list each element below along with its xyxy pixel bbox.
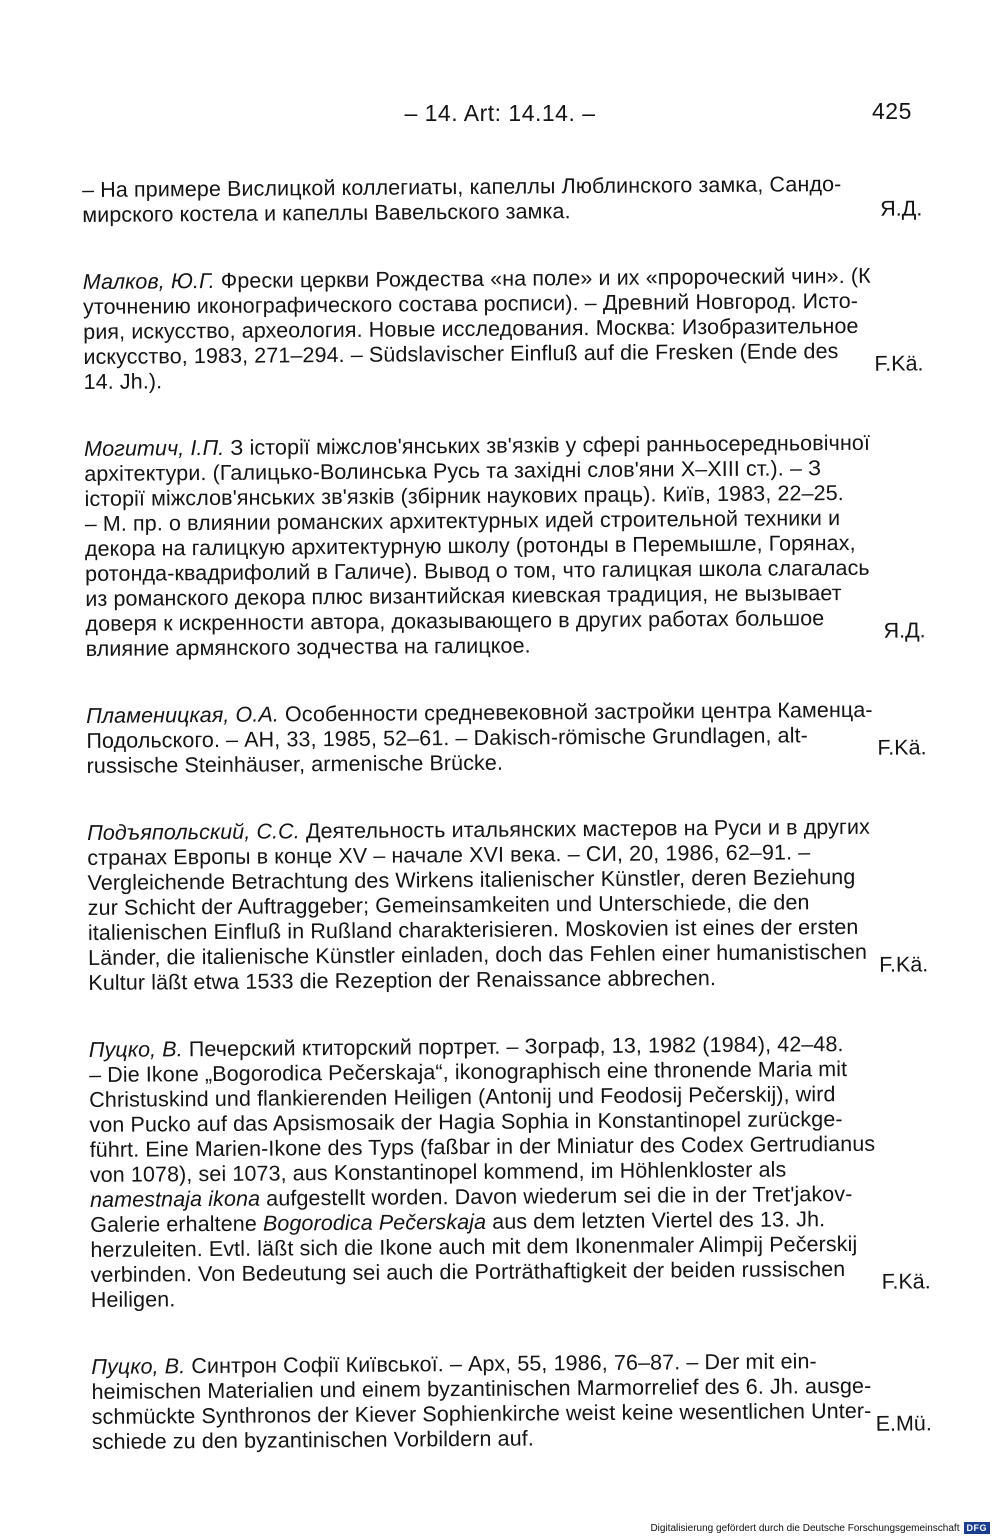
author-name: Малков, Ю.Г.: [82, 268, 215, 294]
entry-line: führt. Eine Marien-Ikone des Typs (faßbar in der Miniatur des Codex Gertrudianus: [89, 1131, 876, 1162]
reviewer-signature: F.Kä.: [877, 735, 927, 760]
author-name: Могитич, І.П.: [84, 435, 225, 461]
entry-line: Подъяпольский, С.С. Деятельность итальянских мастеров на Руси и в других: [87, 814, 870, 845]
author-name: Пламеницкая, О.А.: [86, 702, 280, 728]
reviewer-signature: F.Kä.: [881, 1269, 931, 1294]
reviewer-signature: E.Mü.: [875, 1411, 932, 1436]
italic-term: namestnaja ikona: [89, 1186, 261, 1212]
entry-line: herzuleiten. Evtl. läßt sich die Ikone auch mit dem Ikonenmaler Alimpij Pečerskij: [90, 1231, 858, 1262]
digitization-credit: [650, 1522, 990, 1534]
reviewer-signature: F.Kä.: [879, 952, 929, 977]
entry-line: schmückte Synthronos der Kiever Sophienkirche weist keine wesentlichen Unter-: [91, 1398, 872, 1429]
italic-term: Bogorodica Pečerskaja: [262, 1209, 487, 1236]
entry-line: – Die Ikone „Bogorodica Pečerskaja“, ikonographisch eine thronende Maria mit: [88, 1057, 848, 1087]
entry-line: von Pucko auf das Apsismosaik der Hagia Sophia in Konstantinopel zurückge-: [89, 1107, 843, 1137]
author-name: Пуцко, В.: [88, 1037, 183, 1062]
entry-line: рия, искусство, археология. Новые исследования. Москва: Изобразительное: [83, 313, 859, 344]
entry-line: heimischen Materialien und einem byzantinischen Marmorrelief des 6. Jh. ausge-: [91, 1373, 872, 1404]
entry-line: декора на галицкую архитектурную школу (ротонды в Перемышле, Горянах,: [84, 530, 856, 561]
entry-line: zur Schicht der Auftraggeber; Gemeinsamkeiten und Unterschiede, die den: [87, 890, 810, 920]
entry-line: из романского декора плюс византийская киевская традиция, не вызывает: [85, 581, 842, 611]
dfg-logo: DFG: [964, 1522, 991, 1534]
entry-line: – На примере Вислицкой коллегиаты, капеллы Люблинского замка, Сандо-: [82, 172, 842, 202]
entry-line: Могитич, І.П. З історії міжслов'янських зв'язків у сфері ранньосередньовічної: [84, 430, 871, 461]
entry-line: архітектури. (Галицько-Волинська Русь та західні слов'яни Х–ХIII ст.). – З: [84, 456, 822, 486]
bibliography-entry: [87, 814, 928, 996]
entry-line: schiede zu den byzantinischen Vorbildern auf.: [91, 1426, 534, 1454]
entry-line: Подольского. – АН, 33, 1985, 52–61. – Dakisch-römische Grundlagen, alt-: [86, 723, 808, 753]
reviewer-signature: F.Kä.: [874, 351, 924, 376]
bibliography-entry: [83, 263, 924, 395]
entry-line: Пуцко, В. Печерский ктиторский портрет. – Зограф, 13, 1982 (1984), 42–48.: [88, 1032, 844, 1062]
entry-line: Länder, die italienische Künstler einladen, doch das Fehlen einer humanistischen: [88, 939, 868, 970]
entry-line: italienischen Einfluß in Rußland charakterisieren. Moskovien ist eines der ersten: [87, 914, 859, 945]
reviewer-signature: Я.Д.: [883, 618, 926, 643]
bibliography-entry: [89, 1031, 931, 1313]
digitization-credit-text: Digitalisierung gefördert durch die Deutsche Forschungsgemeinschaft: [650, 1522, 960, 1534]
entry-line: історії міжслов'янських зв'язків (збірник наукових праць). Київ, 1983, 22–25.: [84, 481, 844, 511]
entry-line: – М. пр. о влиянии романских архитектурных идей строительной техники и: [84, 506, 841, 536]
bibliography-entry: [84, 430, 926, 662]
entry-line: мирского костела и капеллы Вавельского замка.: [82, 199, 571, 227]
page-number: 425: [872, 98, 912, 124]
reviewer-signature: Я.Д.: [880, 196, 923, 221]
entry-line: von 1078), sei 1073, aus Konstantinopel kommend, im Höhlenkloster als: [89, 1157, 787, 1187]
entry-line: 14. Jh.).: [83, 369, 163, 394]
running-head: – 14. Art: 14.14. –: [404, 100, 596, 126]
entry-line: уточнению иконографического состава росписи). – Древний Новгород. Исто-: [82, 288, 859, 319]
entry-line: влияние армянского зодчества на галицкое.: [85, 633, 531, 661]
entry-line: Пламеницкая, О.А. Особенности средневековной застройки центра Каменца-: [86, 697, 873, 728]
entry-line: Heiligen.: [90, 1287, 176, 1312]
entry-line: Galerie erhaltene Bogorodica Pečerskaja aus dem letzten Viertel des 13. Jh.: [90, 1207, 826, 1237]
entry-line: Christuskind und flankierenden Heiligen (Antonij und Feodosij Pečerskij), wird: [89, 1082, 836, 1112]
entry-line: искусство, 1983, 271–294. – Südslavischer Einfluß auf die Fresken (Ende des: [83, 339, 839, 369]
author-name: Подъяпольский, С.С.: [87, 819, 300, 845]
bibliography-entry: [91, 1348, 932, 1455]
entry-line: Малков, Ю.Г. Фрески церкви Рождества «на поле» и их «пророческий чин». (К: [82, 263, 871, 294]
entry-line: доверя к искренности автора, доказывающего в других работах большое: [85, 606, 825, 636]
entry-line: Пуцко, В. Синтрон Софії Київської. – Арх, 55, 1986, 76–87. – Der mit ein-: [91, 1349, 817, 1379]
entry-line: Kultur läßt etwa 1533 die Rezeption der Renaissance abbrechen.: [88, 966, 717, 995]
author-name: Пуцко, В.: [91, 1354, 186, 1379]
entry-line: странах Европы в конце XV – начале XVI века. – СИ, 20, 1986, 62–91. –: [87, 840, 811, 870]
bibliography-entries: [82, 171, 932, 1497]
entry-line: ротонда-квадрифолий в Галиче). Вывод о том, что галицкая школа слагалась: [85, 555, 870, 586]
bibliography-entry: [86, 697, 927, 779]
entry-line: russische Steinhäuser, armenische Brücke.: [86, 750, 504, 778]
entry-line: Vergleichende Betrachtung des Wirkens italienischer Künstler, deren Beziehung: [87, 864, 856, 895]
entry-line: namestnaja ikona aufgestellt worden. Davon wiederum sei die in der Tret'jakov-: [89, 1181, 853, 1212]
bibliography-entry: [82, 171, 922, 228]
entry-line: verbinden. Von Bedeutung sei auch die Porträthaftigkeit der beiden russischen: [90, 1257, 846, 1287]
